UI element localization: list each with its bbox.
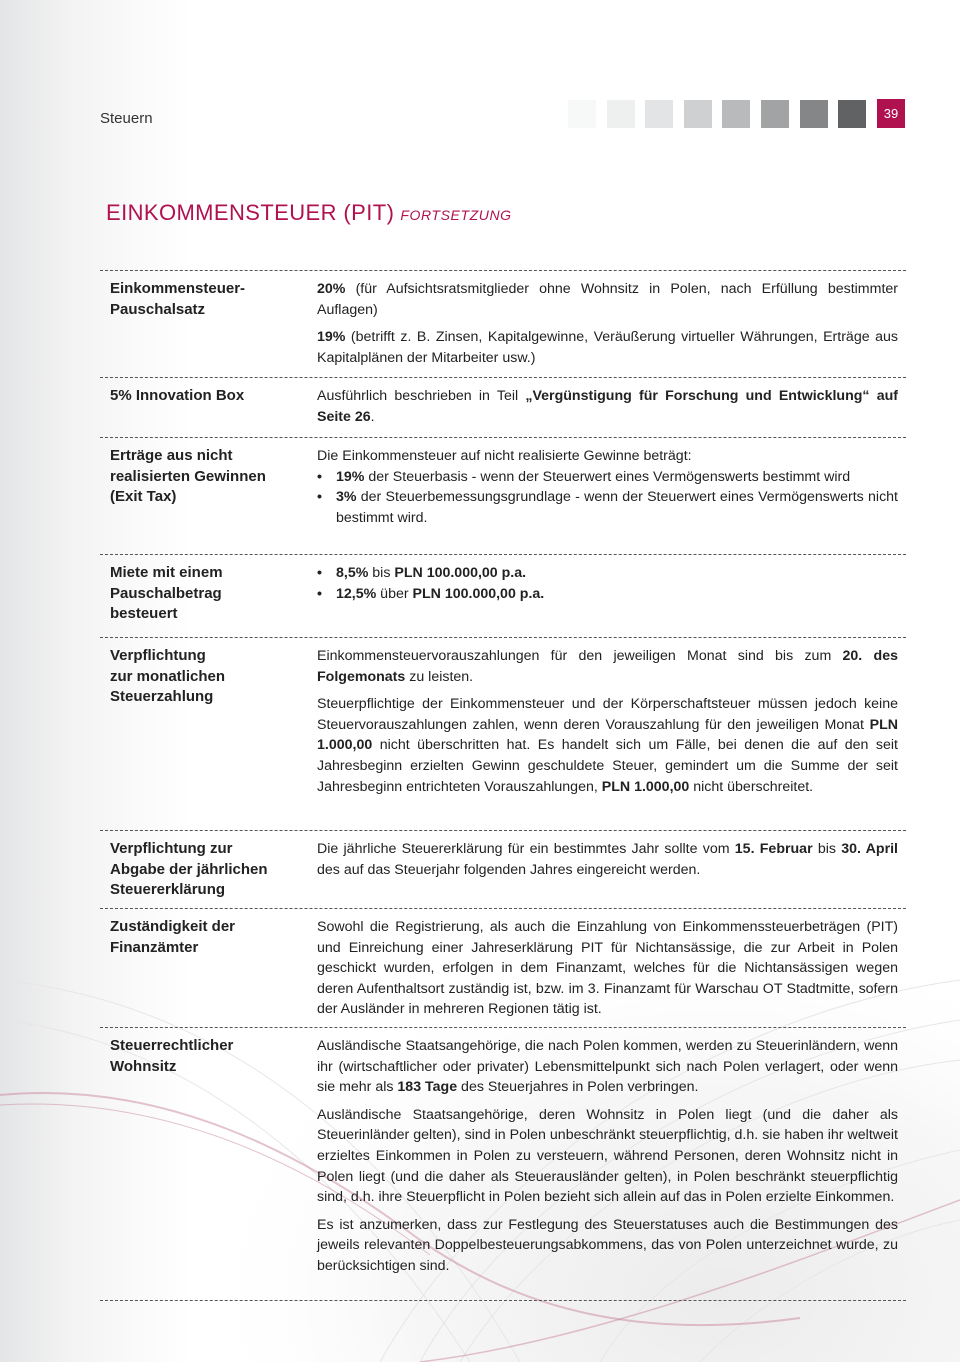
progress-square — [722, 100, 750, 128]
row-label: Einkommensteuer- Pauschalsatz — [110, 280, 246, 318]
page-number: 39 — [877, 99, 905, 128]
table-row — [100, 637, 906, 830]
row-content: 20% (für Aufsichtsratsmitglieder ohne Wohnsitz in Polen, nach Erfüllung bestimmter Auflagen) 19% (betrifft z. B. Zinsen, Kapitalgewinne, Veräußerung virtueller Währungen, Erträge aus Kapitalplänen der Mitarbeiter usw.) — [317, 281, 898, 366]
progress-square — [800, 100, 828, 128]
progress-squares — [568, 100, 877, 128]
bullet-list — [317, 563, 898, 604]
row-content — [317, 563, 898, 635]
list-item: • 19% der Steuerbasis - wenn der Steuerwert eines Vermögenswerts bestimmt wird — [317, 467, 898, 488]
progress-square — [761, 100, 789, 128]
table-row — [100, 830, 906, 908]
row-content — [317, 446, 898, 552]
section-label: Steuern — [100, 110, 153, 127]
row-content: Einkommensteuervorauszahlungen für den jeweiligen Monat sind bis zum 20. des Folgemonats zu leisten. Steuerpflichtige der Einkommensteuer und der Körperschaftsteuer müssen jedoch keine Steuervorauszahlungen zahlen, wenn deren Vorauszahlung für den jeweiligen Monat PLN 1.000,00 nicht überschritten hat. Es handelt sich um Fälle, bei denen die auf den seit Jahresbeginn erzielten Gewinn geschuldete Steuer, gemindert um die Summe der seit Jahresbeginn entrichteten Vorauszahlungen, PLN 1.000,00 nicht überschreitet. — [317, 648, 898, 795]
row-intro: Die Einkommensteuer auf nicht realisierte Gewinne beträgt: — [317, 448, 692, 464]
table-row — [100, 377, 906, 437]
progress-square — [568, 100, 596, 128]
row-label: Verpflichtung zur monatlichen Steuerzahlung — [110, 647, 226, 706]
list-item: • 12,5% über PLN 100.000,00 p.a. — [317, 584, 898, 605]
table-row — [100, 908, 906, 1027]
row-content: Ausführlich beschrieben in Teil „Vergünstigung für Forschung und Entwicklung“ auf Seite 26. — [317, 388, 898, 425]
table-bottom-border — [100, 1300, 906, 1301]
progress-square — [684, 100, 712, 128]
row-label: Zuständigkeit der Finanzämter — [110, 918, 236, 956]
tax-table — [100, 270, 906, 1301]
title-main: EINKOMMENSTEUER (PIT) — [106, 200, 395, 225]
table-row — [100, 1027, 906, 1300]
progress-square — [645, 100, 673, 128]
list-item: • 3% der Steuerbemessungsgrundlage - wenn der Steuerwert eines Vermögenswerts nicht bestimmt wird. — [317, 487, 898, 528]
progress-square — [838, 100, 866, 128]
row-label: Miete mit einem Pauschalbetrag besteuert — [110, 564, 223, 623]
row-label: 5% Innovation Box — [110, 387, 245, 404]
row-label: Verpflichtung zur Abgabe der jährlichen Steuererklärung — [110, 840, 268, 899]
table-row — [100, 554, 906, 637]
table-row — [100, 437, 906, 554]
page-title — [106, 200, 512, 226]
row-content: Sowohl die Registrierung, als auch die Einzahlung von Einkommenssteuerbeträgen (PIT) und Einreichung einer Jahreserklärung PIT für Nichtansässige, die zur Arbeit in Polen geschickt wurden, erfolgen in dem Finanzamt, welches für die Nichtansässigen wegen deren Aufenthaltsort zuständig ist, bzw. im 3. Finanzamt für Warschau OT Stadtmitte, sofern der Ausländer in mehreren Regionen tätig ist. — [317, 919, 898, 1018]
row-content: Die jährliche Steuererklärung für ein bestimmtes Jahr sollte vom 15. Februar bis 30. April des auf das Steuerjahr folgenden Jahres eingereicht werden. — [317, 841, 898, 878]
row-label: Steuerrechtlicher Wohnsitz — [110, 1037, 234, 1075]
list-item: • 8,5% bis PLN 100.000,00 p.a. — [317, 563, 898, 584]
bullet-list — [317, 467, 898, 529]
row-content: Ausländische Staatsangehörige, die nach Polen kommen, werden zu Steuerinländern, wenn ihr (wirtschaftlicher oder privater) Lebensmittelpunkt sich nach Polen verlagert, oder wenn sie mehr als 183 Tage des Steuerjahres in Polen verbringen. Ausländische Staatsangehörige, deren Wohnsitz in Polen liegt (und die daher als Steuerinländer gelten), sind in Polen unbeschränkt steuerpflichtig, d.h. sie haben ihr weltweit erzieltes Einkommen in Polen zu versteuern, während Personen, deren Wohnsitz nicht in Polen liegt (und die daher als Steuerausländer gelten), in Polen beschränkt steuerpflichtig sind, d.h. ihre Steuerpflicht in Polen bezieht sich allein auf das in Polen erzielte Einkommen. Es ist anzumerken, dass zur Festlegung des Steuerstatuses auch die Bestimmungen des jeweils relevanten Doppelbesteuerungsabkommens, das von Polen unterzeichnet wurde, zu berücksichtigen sind. — [317, 1038, 898, 1274]
progress-square — [607, 100, 635, 128]
row-label: Erträge aus nicht realisierten Gewinnen (Exit Tax) — [110, 447, 266, 506]
title-sub: FORTSETZUNG — [400, 207, 512, 223]
table-row — [100, 270, 906, 377]
